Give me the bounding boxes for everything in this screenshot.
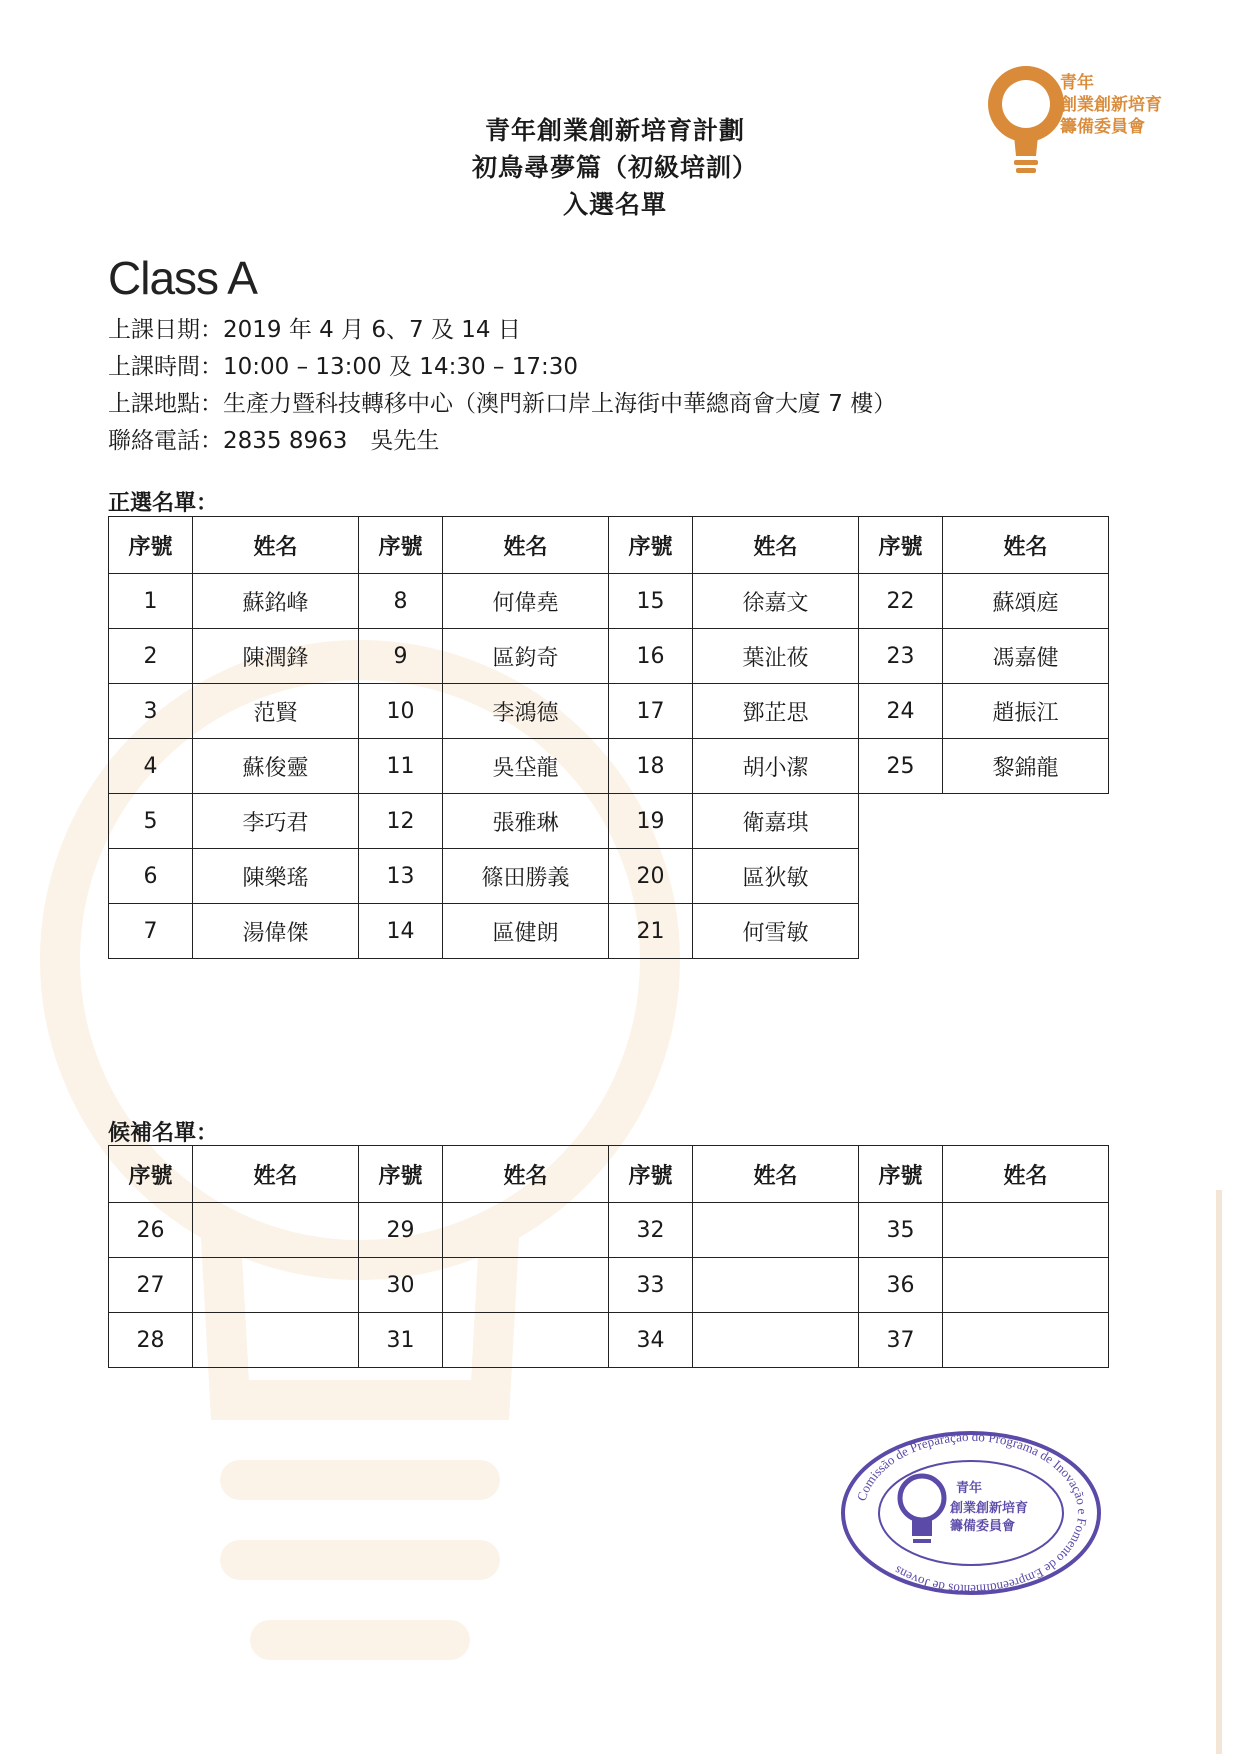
name-cell — [693, 1258, 859, 1313]
waitlist-label: 候補名單： — [108, 1121, 219, 1146]
name-cell — [443, 1203, 609, 1258]
name-cell: 黎錦龍 — [943, 739, 1109, 794]
table-row — [109, 684, 1109, 739]
table-row — [109, 629, 1109, 684]
empty-cell — [943, 904, 1109, 959]
header-name: 姓名 — [193, 517, 359, 574]
serial-number-cell: 25 — [859, 739, 943, 794]
name-cell: 趙振江 — [943, 684, 1109, 739]
name-cell: 陳樂瑤 — [193, 849, 359, 904]
name-cell: 篠田勝義 — [443, 849, 609, 904]
header-name: 姓名 — [443, 517, 609, 574]
name-cell: 蘇銘峰 — [193, 574, 359, 629]
header-no: 序號 — [609, 1146, 693, 1203]
serial-number-cell: 10 — [359, 684, 443, 739]
serial-number-cell: 21 — [609, 904, 693, 959]
page-edge-strip — [1216, 1190, 1222, 1754]
name-cell: 張雅琳 — [443, 794, 609, 849]
serial-number-cell: 22 — [859, 574, 943, 629]
empty-cell — [943, 794, 1109, 849]
header-name: 姓名 — [193, 1146, 359, 1203]
serial-number-cell: 33 — [609, 1258, 693, 1313]
class-title: Class A — [108, 252, 257, 304]
serial-number-cell: 1 — [109, 574, 193, 629]
header-no: 序號 — [859, 517, 943, 574]
serial-number-cell: 6 — [109, 849, 193, 904]
serial-number-cell: 29 — [359, 1203, 443, 1258]
name-cell: 徐嘉文 — [693, 574, 859, 629]
serial-number-cell: 35 — [859, 1203, 943, 1258]
list-title: 入選名單 — [562, 190, 667, 219]
name-cell: 葉沚莜 — [693, 629, 859, 684]
name-cell: 范賢 — [193, 684, 359, 739]
serial-number-cell: 16 — [609, 629, 693, 684]
serial-number-cell: 30 — [359, 1258, 443, 1313]
serial-number-cell: 14 — [359, 904, 443, 959]
header-name: 姓名 — [693, 517, 859, 574]
empty-cell — [859, 794, 943, 849]
class-location: 上課地點：生產力暨科技轉移中心（澳門新口岸上海街中華總商會大廈 7 樓） — [108, 391, 897, 417]
header-no: 序號 — [109, 517, 193, 574]
logo-line-3: 籌備委員會 — [1060, 117, 1145, 137]
serial-number-cell: 34 — [609, 1313, 693, 1368]
header-no: 序號 — [359, 517, 443, 574]
serial-number-cell: 23 — [859, 629, 943, 684]
header-no: 序號 — [859, 1146, 943, 1203]
serial-number-cell: 36 — [859, 1258, 943, 1313]
header-name: 姓名 — [943, 1146, 1109, 1203]
empty-cell — [859, 849, 943, 904]
serial-number-cell: 19 — [609, 794, 693, 849]
table-row — [109, 574, 1109, 629]
serial-number-cell: 12 — [359, 794, 443, 849]
serial-number-cell: 9 — [359, 629, 443, 684]
name-cell: 李鴻德 — [443, 684, 609, 739]
program-title: 青年創業創新培育計劃 — [484, 116, 745, 145]
name-cell: 鄧芷思 — [693, 684, 859, 739]
name-cell — [943, 1258, 1109, 1313]
stamp-line-2: 創業創新培育 — [950, 1501, 1029, 1516]
name-cell: 何雪敏 — [693, 904, 859, 959]
name-cell — [193, 1313, 359, 1368]
waitlist-table — [108, 1145, 1109, 1368]
serial-number-cell: 11 — [359, 739, 443, 794]
stamp-line-3: 籌備委員會 — [950, 1519, 1016, 1534]
logo-line-1: 青年 — [1060, 73, 1094, 93]
name-cell: 李巧君 — [193, 794, 359, 849]
stamp-bulb-icon — [900, 1476, 944, 1543]
serial-number-cell: 26 — [109, 1203, 193, 1258]
main-list-table — [108, 516, 1109, 959]
name-cell — [693, 1313, 859, 1368]
header-no: 序號 — [359, 1146, 443, 1203]
serial-number-cell: 18 — [609, 739, 693, 794]
table-row — [109, 1203, 1109, 1258]
name-cell — [943, 1313, 1109, 1368]
serial-number-cell: 4 — [109, 739, 193, 794]
class-date: 上課日期：2019 年 4 月 6、7 及 14 日 — [108, 317, 521, 343]
name-cell: 蘇俊靈 — [193, 739, 359, 794]
name-cell: 區健朗 — [443, 904, 609, 959]
table-row — [109, 739, 1109, 794]
name-cell — [693, 1203, 859, 1258]
serial-number-cell: 8 — [359, 574, 443, 629]
serial-number-cell: 15 — [609, 574, 693, 629]
header-name: 姓名 — [693, 1146, 859, 1203]
serial-number-cell: 20 — [609, 849, 693, 904]
stamp-ring-text: Comissão de Preparação do Programa de Inovação e Fomento de Empreendimentos de Jovens — [853, 1428, 1091, 1598]
serial-number-cell: 2 — [109, 629, 193, 684]
name-cell — [193, 1203, 359, 1258]
name-cell: 馮嘉健 — [943, 629, 1109, 684]
program-subtitle: 初鳥尋夢篇（初級培訓） — [471, 153, 758, 182]
serial-number-cell: 3 — [109, 684, 193, 739]
main-list-label: 正選名單： — [108, 491, 219, 516]
name-cell — [943, 1203, 1109, 1258]
header-name: 姓名 — [943, 517, 1109, 574]
logo-line-2: 創業創新培育 — [1060, 95, 1162, 115]
name-cell: 胡小潔 — [693, 739, 859, 794]
name-cell: 區鈞奇 — [443, 629, 609, 684]
serial-number-cell: 24 — [859, 684, 943, 739]
serial-number-cell: 32 — [609, 1203, 693, 1258]
name-cell: 衛嘉琪 — [693, 794, 859, 849]
table-row — [109, 849, 1109, 904]
serial-number-cell: 7 — [109, 904, 193, 959]
empty-cell — [859, 904, 943, 959]
class-time: 上課時間：10:00 – 13:00 及 14:30 – 17:30 — [108, 354, 578, 380]
name-cell — [443, 1313, 609, 1368]
name-cell: 何偉堯 — [443, 574, 609, 629]
serial-number-cell: 31 — [359, 1313, 443, 1368]
table-row — [109, 904, 1109, 959]
table-row — [109, 794, 1109, 849]
table-row — [109, 1313, 1109, 1368]
serial-number-cell: 28 — [109, 1313, 193, 1368]
class-info — [108, 312, 896, 460]
serial-number-cell: 37 — [859, 1313, 943, 1368]
contact-phone: 聯絡電話：2835 8963 吳先生 — [108, 428, 440, 454]
name-cell: 區狄敏 — [693, 849, 859, 904]
name-cell: 陳潤鋒 — [193, 629, 359, 684]
name-cell: 吳垈龍 — [443, 739, 609, 794]
main_list-header-row — [109, 517, 1109, 574]
empty-cell — [943, 849, 1109, 904]
header-no: 序號 — [109, 1146, 193, 1203]
serial-number-cell: 5 — [109, 794, 193, 849]
stamp-line-1: 青年 — [956, 1481, 983, 1496]
serial-number-cell: 13 — [359, 849, 443, 904]
header-name: 姓名 — [443, 1146, 609, 1203]
table-row — [109, 1258, 1109, 1313]
waitlist-header-row — [109, 1146, 1109, 1203]
name-cell: 蘇頌庭 — [943, 574, 1109, 629]
serial-number-cell: 27 — [109, 1258, 193, 1313]
name-cell — [443, 1258, 609, 1313]
header-no: 序號 — [609, 517, 693, 574]
official-stamp — [838, 1428, 1104, 1598]
serial-number-cell: 17 — [609, 684, 693, 739]
name-cell — [193, 1258, 359, 1313]
name-cell: 湯偉傑 — [193, 904, 359, 959]
document-titles — [0, 112, 1230, 223]
